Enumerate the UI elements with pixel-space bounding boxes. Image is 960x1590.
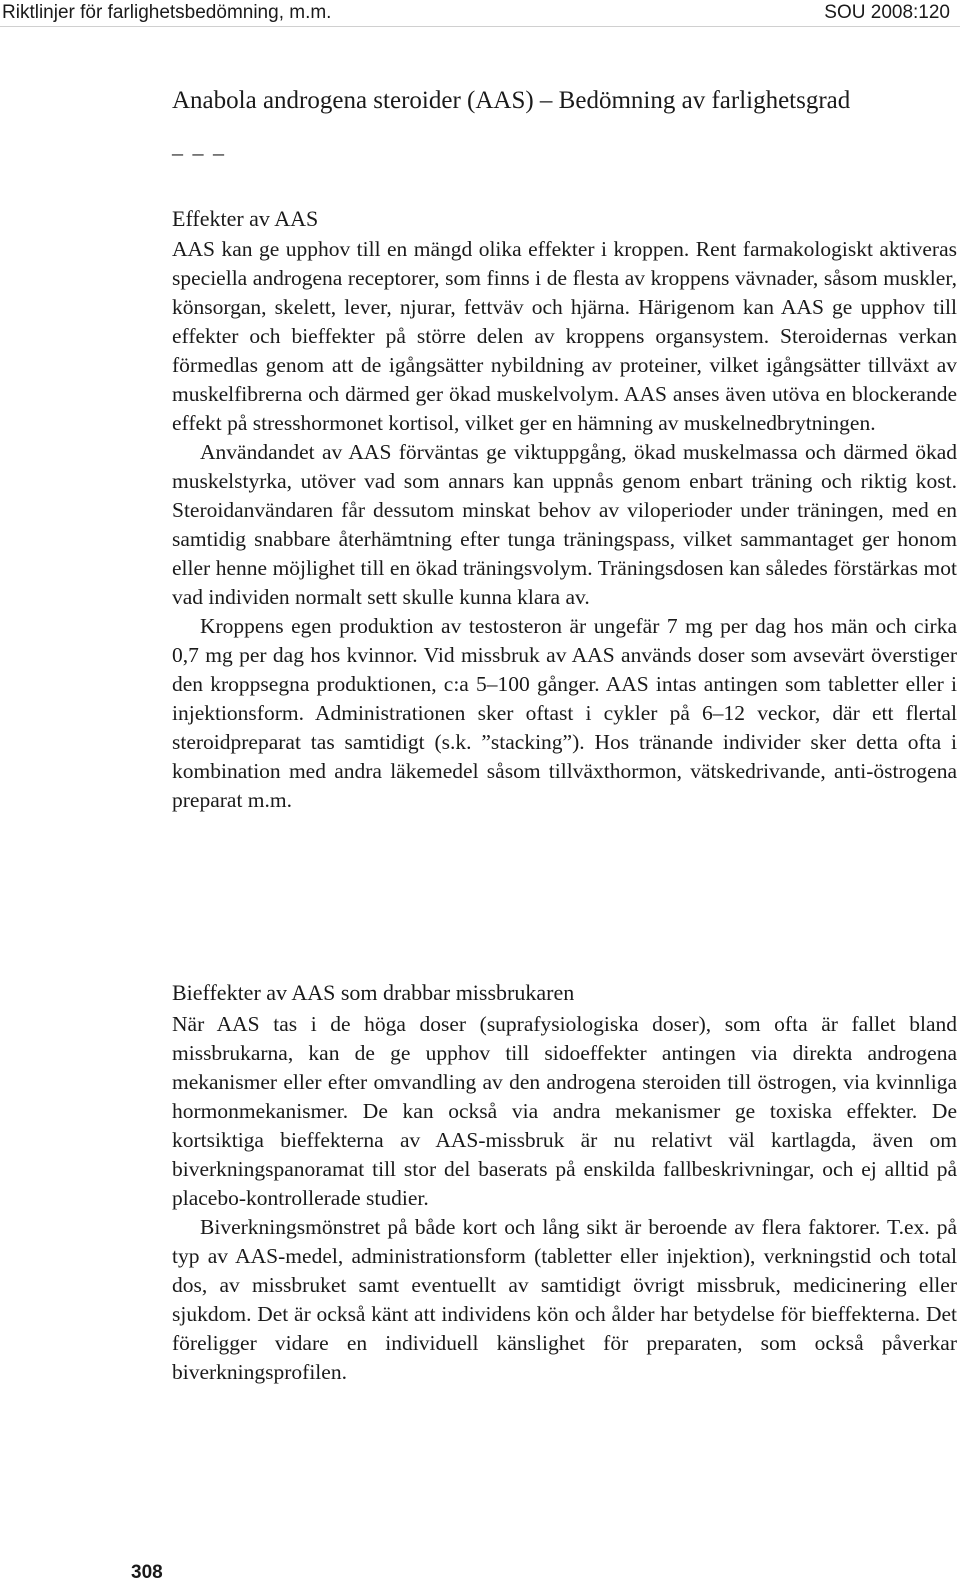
section-heading-side-effects: Bieffekter av AAS som drabbar missbrukaren (172, 980, 575, 1005)
section-body-effects (172, 235, 957, 815)
running-header-report-id: SOU 2008:120 (824, 2, 950, 23)
running-header-title: Riktlinjer för farlighetsbedömning, m.m. (2, 2, 332, 23)
section-body-side-effects (172, 1010, 957, 1387)
paragraph: Användandet av AAS förväntas ge viktuppgång, ökad muskelmassa och därmed ökad muskelstyrka, utöver vad som annars kan uppnås genom enbart träning och riktig kost. Steroidanvändaren får dessutom minskat behov av viloperioder under träningen, med en samtidig snabbare återhämtning efter tunga träningspass, vilket sammantaget ger honom eller henne möjlighet till en ökad träningsvolym. Träningsdosen kan således förstärkas mot vad individen normalt sett skulle kunna klara av. (172, 440, 957, 609)
section-heading-effects: Effekter av AAS (172, 206, 319, 231)
page-title: Anabola androgena steroider (AAS) – Bedömning av farlighetsgrad (172, 87, 851, 114)
section-separator: – – – (172, 140, 226, 165)
paragraph: Biverkningsmönstret på både kort och lång sikt är beroende av flera faktorer. T.ex. på typ av AAS-medel, administrationsform (tabletter eller injektion), verkningstid och total dos, av missbruket samt eventuellt av samtidigt övrigt missbruk, medicinering eller sjukdom. Det är också känt att individens kön och ålder har betydelse för bieffekterna. Det föreligger vidare en individuell känslighet för preparaten, som också påverkar biverkningsprofilen. (172, 1215, 957, 1384)
paragraph: AAS kan ge upphov till en mängd olika effekter i kroppen. Rent farmakologiskt aktiveras speciella androgena receptorer, som finns i de flesta av kroppens vävnader, såsom muskler, könsorgan, skelett, lever, njurar, fettväv och hjärna. Härigenom kan AAS ge upphov till effekter och bieffekter på större delen av kroppens organsystem. Steroidernas verkan förmedlas genom att de igångsätter nybildning av proteiner, vilket igångsätter tillväxt av muskelfibrerna och därmed ger ökad muskelvolym. AAS anses även utöva en blockerande effekt på stresshormonet kortisol, vilket ger en hämning av muskelnedbrytningen. (172, 237, 957, 435)
header-divider (0, 26, 960, 27)
paragraph: Kroppens egen produktion av testosteron är ungefär 7 mg per dag hos män och cirka 0,7 mg per dag hos kvinnor. Vid missbruk av AAS används doser som avsevärt överstiger den kroppsegna produktionen, c:a 5–100 gånger. AAS intas antingen som tabletter eller i injektionsform. Administrationen sker oftast i cykler på 6–12 veckor, där ett flertal steroidpreparat tas samtidigt (s.k. ”stacking”). Hos tränande individer sker detta ofta i kombination med andra läkemedel såsom tillväxthormon, vätskedrivande, anti-östrogena preparat m.m. (172, 614, 957, 812)
paragraph: När AAS tas i de höga doser (suprafysiologiska doser), som ofta är fallet bland missbrukarna, kan de ge upphov till sidoeffekter antingen via direkta androgena mekanismer eller efter omvandling av den androgena steroiden till östrogen, via kvinnliga hormonmekanismer. De kan också via andra mekanismer ge toxiska effekter. De kortsiktiga bieffekterna av AAS-missbruk är nu relativt väl kartlagda, även om biverkningspanoramat till stor del baserats på enskilda fallbeskrivningar, och ej alltid på placebo-kontrollerade studier. (172, 1012, 957, 1210)
page-number: 308 (131, 1562, 163, 1583)
